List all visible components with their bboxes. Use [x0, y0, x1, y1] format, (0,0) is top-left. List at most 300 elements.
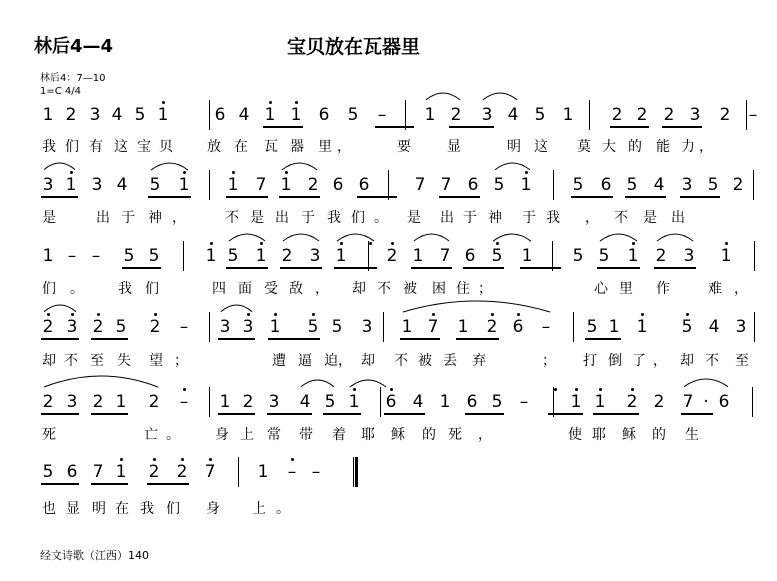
note: 2 — [92, 317, 104, 337]
lyric-char: 放 — [207, 139, 221, 155]
note: 1 — [570, 392, 582, 412]
lyric-char: 明 — [92, 501, 106, 517]
lyric-char: 不 — [377, 281, 391, 297]
dash-hold: – — [287, 462, 297, 482]
barline — [754, 241, 755, 271]
lyric-char: 我 — [327, 210, 341, 226]
beam-underline — [91, 338, 128, 340]
note: 1 — [255, 246, 267, 266]
note: 5 — [493, 175, 505, 195]
lyric-char: ； — [174, 353, 188, 369]
note: 2 — [486, 317, 498, 337]
octave-dot-high — [686, 313, 689, 316]
note: 5 — [572, 175, 584, 195]
beam-underline — [41, 483, 79, 485]
dash-hold: – — [179, 317, 189, 337]
lyric-char: 倒 — [608, 353, 622, 369]
beam-underline — [384, 413, 425, 415]
note: 2 — [42, 392, 54, 412]
octave-dot-high — [390, 388, 393, 391]
lyric-char: ， — [585, 210, 599, 226]
lyric-char: 却 — [361, 353, 375, 369]
note: 5 — [227, 246, 239, 266]
note: 7 — [92, 462, 104, 482]
barline — [209, 170, 210, 200]
octave-dot-high — [575, 388, 578, 391]
note: 5 — [707, 175, 719, 195]
beam-underline — [41, 413, 79, 415]
note: 1 — [608, 317, 620, 337]
lyric-char: 受 — [264, 281, 278, 297]
slur-arc — [495, 162, 530, 172]
note: 2 — [149, 317, 161, 337]
note: 3 — [219, 317, 231, 337]
octave-dot-high — [312, 313, 315, 316]
lyric-char: 这 — [534, 139, 548, 155]
lyric-char: 是 — [42, 210, 56, 226]
beam-underline — [597, 267, 640, 269]
note: 1 — [348, 392, 360, 412]
song-title: 宝贝放在瓦器里 — [287, 36, 421, 58]
note: 1 — [401, 317, 413, 337]
slur-arc — [282, 162, 317, 172]
lyric-char: 耶 — [592, 427, 606, 443]
lyric-char: 心 — [594, 281, 608, 297]
dash-hold: – — [311, 462, 321, 482]
barline — [754, 312, 755, 342]
note: 2 — [386, 246, 398, 266]
lyric-char: 困 — [432, 281, 446, 297]
note: 1 — [520, 175, 532, 195]
lyric-char: 们 — [145, 281, 159, 297]
note: 6 — [214, 105, 226, 125]
octave-dot-high — [291, 458, 294, 461]
lyric-char: 。 — [70, 281, 84, 297]
slur-arc — [684, 378, 728, 389]
lyric-char: 常 — [267, 427, 281, 443]
lyric-char: 四 — [212, 281, 226, 297]
beam-underline — [323, 413, 361, 415]
note: 6 — [467, 175, 479, 195]
dash-hold: – — [541, 317, 551, 337]
beam-underline — [439, 196, 480, 198]
slur-arc — [657, 233, 693, 243]
beam-underline — [571, 196, 613, 198]
beam-underline — [226, 196, 268, 198]
lyric-char: 打 — [583, 353, 597, 369]
lyric-char: ， — [337, 139, 351, 155]
lyric-char: 住 — [456, 281, 470, 297]
lyric-char: 丢 — [443, 353, 457, 369]
lyric-char: 遭 — [272, 353, 286, 369]
barline — [752, 387, 753, 417]
note: 3 — [681, 175, 693, 195]
lyric-char: 敌 — [289, 281, 303, 297]
lyric-char: 我 — [118, 281, 132, 297]
lyric-char: 显 — [447, 139, 461, 155]
octave-dot-high — [153, 458, 156, 461]
note: 4 — [507, 105, 519, 125]
lyric-char: 迫 — [324, 353, 338, 369]
note: 2 — [148, 462, 160, 482]
beam-underline — [267, 413, 312, 415]
note: 3 — [361, 317, 373, 337]
note: 1 — [178, 175, 190, 195]
note: 6 — [466, 392, 478, 412]
octave-dot-high — [120, 458, 123, 461]
lyric-char: 我 — [42, 139, 56, 155]
note: 7 — [427, 317, 439, 337]
note: 5 — [626, 175, 638, 195]
note: 1 — [335, 246, 347, 266]
note: 1 — [290, 105, 302, 125]
beam-underline — [465, 413, 504, 415]
note: 5 — [572, 246, 584, 266]
lyric-char: 上 — [240, 427, 254, 443]
note: 6 — [464, 246, 476, 266]
note: 7 — [204, 462, 216, 482]
lyric-char: 了 — [632, 353, 646, 369]
barline — [209, 312, 210, 342]
barline — [380, 387, 381, 417]
note: 4 — [653, 175, 665, 195]
note: 2 — [655, 246, 667, 266]
barline — [209, 387, 210, 417]
barline — [553, 170, 554, 200]
lyric-char: 我 — [140, 501, 154, 517]
octave-dot-high — [232, 171, 235, 174]
beam-underline — [263, 126, 303, 128]
lyric-char: ， — [315, 281, 329, 297]
lyric-char: 们 — [351, 210, 365, 226]
beam-underline — [91, 483, 128, 485]
lyric-char: 在 — [234, 139, 248, 155]
note: 2 — [611, 105, 623, 125]
note: 7 — [682, 392, 694, 412]
octave-dot-high — [162, 101, 165, 104]
lyric-char: 明 — [507, 139, 521, 155]
beam-underline — [625, 196, 666, 198]
beam-underline — [279, 196, 320, 198]
lyric-char: ， — [172, 210, 186, 226]
beam-underline — [520, 267, 561, 269]
beam-underline — [593, 413, 639, 415]
slur-arc — [151, 162, 188, 172]
lyric-char: 至 — [90, 353, 104, 369]
beam-underline — [268, 338, 320, 340]
note: 1 — [457, 317, 469, 337]
note: 2 — [92, 392, 104, 412]
octave-dot-high — [554, 388, 557, 391]
note: 1 — [219, 392, 231, 412]
note: 4 — [111, 105, 123, 125]
lyric-char: 难 — [708, 281, 722, 297]
note: 7 — [414, 175, 426, 195]
hymn-number: 林后4—4 — [34, 36, 114, 57]
lyric-char: 却 — [42, 353, 56, 369]
beam-underline — [357, 196, 397, 198]
note: 5 — [307, 317, 319, 337]
note: 7 — [440, 175, 452, 195]
lyric-char: 不 — [614, 210, 628, 226]
lyric-char: 也 — [42, 501, 56, 517]
note: 7 — [439, 246, 451, 266]
slur-arc — [600, 233, 637, 243]
octave-dot-high — [269, 101, 272, 104]
barline — [238, 457, 239, 487]
note: 5 — [586, 317, 598, 337]
note: 1 — [205, 246, 217, 266]
beam-underline — [122, 267, 161, 269]
lyric-char: 至 — [735, 353, 749, 369]
note: 2 — [281, 246, 293, 266]
note: 1 — [264, 105, 276, 125]
lyric-char: 力 — [681, 139, 695, 155]
note: 6 — [332, 175, 344, 195]
octave-dot-high — [631, 388, 634, 391]
lyric-char: 我 — [546, 210, 560, 226]
lyric-char: 们 — [42, 281, 56, 297]
barline — [746, 100, 747, 130]
note: 3 — [689, 105, 701, 125]
note: 1 — [562, 105, 574, 125]
lyric-char: 出 — [96, 210, 110, 226]
lyric-char: 不 — [705, 353, 719, 369]
note: 1 — [115, 462, 127, 482]
lyric-char: ， — [699, 139, 713, 155]
octave-dot-high — [97, 313, 100, 316]
lyric-char: 死 — [42, 427, 56, 443]
note: 3 — [735, 317, 747, 337]
lyric-char: ； — [542, 353, 556, 369]
lyric-char: 要 — [397, 139, 411, 155]
note: 5 — [148, 246, 160, 266]
lyric-char: 莫 — [577, 139, 591, 155]
beam-underline — [226, 267, 268, 269]
note: 3 — [89, 105, 101, 125]
lyric-char: 于 — [121, 210, 135, 226]
note: 2 — [307, 175, 319, 195]
note: 6 — [385, 392, 397, 412]
slur-arc — [283, 233, 319, 243]
octave-dot-high — [210, 242, 213, 245]
note: 1 — [280, 175, 292, 195]
note: 1 — [269, 317, 281, 337]
dash-hold: – — [748, 105, 758, 125]
dash-hold: – — [519, 392, 529, 412]
note: 1 — [257, 462, 269, 482]
barline — [573, 312, 574, 342]
note: 2 — [450, 105, 462, 125]
beam-underline — [148, 196, 191, 198]
note: 2 — [732, 175, 744, 195]
dash-hold: – — [179, 392, 189, 412]
note: 3 — [309, 246, 321, 266]
lyric-char: 死 — [448, 427, 462, 443]
octave-dot-high — [183, 388, 186, 391]
beam-underline — [610, 126, 649, 128]
slur-arc — [483, 92, 517, 102]
lyric-char: 不 — [394, 353, 408, 369]
note: 5 — [149, 175, 161, 195]
octave-dot-high — [274, 313, 277, 316]
note: 2 — [176, 462, 188, 482]
lyric-char: 贝 — [159, 139, 173, 155]
lyric-char: 出 — [671, 210, 685, 226]
note: 1 — [157, 105, 169, 125]
note: 2 — [242, 392, 254, 412]
lyric-char: 瓦 — [264, 139, 278, 155]
note: 1 — [627, 246, 639, 266]
lyric-char: 不 — [64, 353, 78, 369]
octave-dot-high — [154, 313, 157, 316]
beam-underline — [654, 267, 696, 269]
note: 2 — [65, 105, 77, 125]
slur-arc — [350, 379, 386, 389]
note: 5 — [598, 246, 610, 266]
beam-underline — [147, 483, 189, 485]
beam-underline — [218, 338, 255, 340]
lyric-char: 望 — [149, 353, 163, 369]
note: 1 — [115, 392, 127, 412]
octave-dot-high — [181, 458, 184, 461]
slur-arc — [493, 233, 531, 243]
note: 7 — [255, 175, 267, 195]
note: 4 — [116, 175, 128, 195]
footer-source: 经文诗歌（江西）140 — [40, 549, 149, 562]
slur-arc — [44, 162, 75, 172]
lyric-char: 稣 — [622, 427, 636, 443]
lyric-char: 。 — [166, 427, 180, 443]
lyric-char: 。 — [374, 210, 388, 226]
note: 3 — [42, 175, 54, 195]
slur-arc — [301, 379, 334, 389]
lyric-char: 失 — [117, 353, 131, 369]
lyric-char: 使 — [568, 427, 582, 443]
lyric-char: 显 — [66, 501, 80, 517]
slur-arc — [403, 300, 550, 314]
note: 6 — [512, 317, 524, 337]
note: 5 — [347, 105, 359, 125]
beam-underline — [218, 413, 255, 415]
barline — [589, 100, 590, 130]
lyric-char: 的 — [652, 427, 666, 443]
barline — [753, 170, 754, 200]
note: 1 — [636, 317, 648, 337]
note: 3 — [66, 392, 78, 412]
lyric-char: 的 — [422, 427, 436, 443]
note: 3 — [91, 175, 103, 195]
lyric-char: 于 — [522, 210, 536, 226]
lyric-char: 耶 — [361, 427, 375, 443]
key-time-signature: 1=C 4/4 — [40, 86, 81, 97]
note: 5 — [491, 246, 503, 266]
note: 2 — [719, 105, 731, 125]
lyric-char: 们 — [65, 139, 79, 155]
note: 6 — [358, 175, 370, 195]
slur-arc — [44, 375, 158, 389]
beam-underline — [463, 267, 504, 269]
beam-underline — [41, 196, 78, 198]
lyric-char: 。 — [276, 501, 290, 517]
beam-underline — [585, 338, 621, 340]
note: 3 — [66, 317, 78, 337]
lyric-char: 亡 — [144, 427, 158, 443]
lyric-char: 这 — [114, 139, 128, 155]
note: 5 — [534, 105, 546, 125]
lyric-char: 带 — [299, 427, 313, 443]
note: 4 — [238, 105, 250, 125]
note: 1 — [594, 392, 606, 412]
octave-dot-high — [391, 242, 394, 245]
beam-underline — [449, 126, 494, 128]
slur-arc — [337, 233, 374, 243]
beam-underline — [456, 338, 499, 340]
note: 1 — [439, 392, 451, 412]
note: 1 — [42, 105, 54, 125]
lyric-char: 被 — [418, 353, 432, 369]
dot-extension: · — [703, 392, 709, 412]
lyric-char: 于 — [301, 210, 315, 226]
lyric-char: 出 — [275, 210, 289, 226]
lyric-char: 在 — [115, 501, 129, 517]
octave-dot-high — [641, 313, 644, 316]
lyric-char: ， — [653, 353, 667, 369]
lyric-char: 不 — [225, 210, 239, 226]
beam-underline — [91, 413, 128, 415]
note: 4 — [708, 317, 720, 337]
note: 5 — [115, 317, 127, 337]
lyric-char: 能 — [656, 139, 670, 155]
lyric-char: 面 — [238, 281, 252, 297]
lyric-char: 里 — [619, 281, 633, 297]
lyric-char: ， — [734, 281, 748, 297]
beam-underline — [662, 126, 702, 128]
lyric-char: 身 — [206, 501, 220, 517]
lyric-char: 逼 — [298, 353, 312, 369]
dash-hold: – — [91, 246, 101, 266]
barline — [183, 241, 184, 271]
note: 4 — [412, 392, 424, 412]
note: 6 — [318, 105, 330, 125]
note: 5 — [134, 105, 146, 125]
note: 2 — [663, 105, 675, 125]
beam-underline — [548, 413, 583, 415]
octave-dot-high — [599, 388, 602, 391]
note: 5 — [324, 392, 336, 412]
octave-dot-high — [209, 458, 212, 461]
barline — [209, 100, 210, 130]
note: 1 — [227, 175, 239, 195]
slur-arc — [221, 304, 252, 314]
note: 1 — [412, 246, 424, 266]
scripture-reference: 林后4：7—10 — [40, 73, 106, 84]
lyric-char: 有 — [89, 139, 103, 155]
lyric-char: ， — [338, 353, 352, 369]
beam-underline — [400, 338, 440, 340]
note: 1 — [42, 246, 54, 266]
note: 5 — [491, 392, 503, 412]
lyric-char: 是 — [250, 210, 264, 226]
lyric-char: 是 — [643, 210, 657, 226]
note: 3 — [683, 246, 695, 266]
beam-underline — [681, 413, 713, 415]
note: 1 — [720, 246, 732, 266]
lyric-char: ， — [478, 427, 492, 443]
lyric-char: 弃 — [472, 353, 486, 369]
note: 3 — [268, 392, 280, 412]
lyric-char: 却 — [352, 281, 366, 297]
